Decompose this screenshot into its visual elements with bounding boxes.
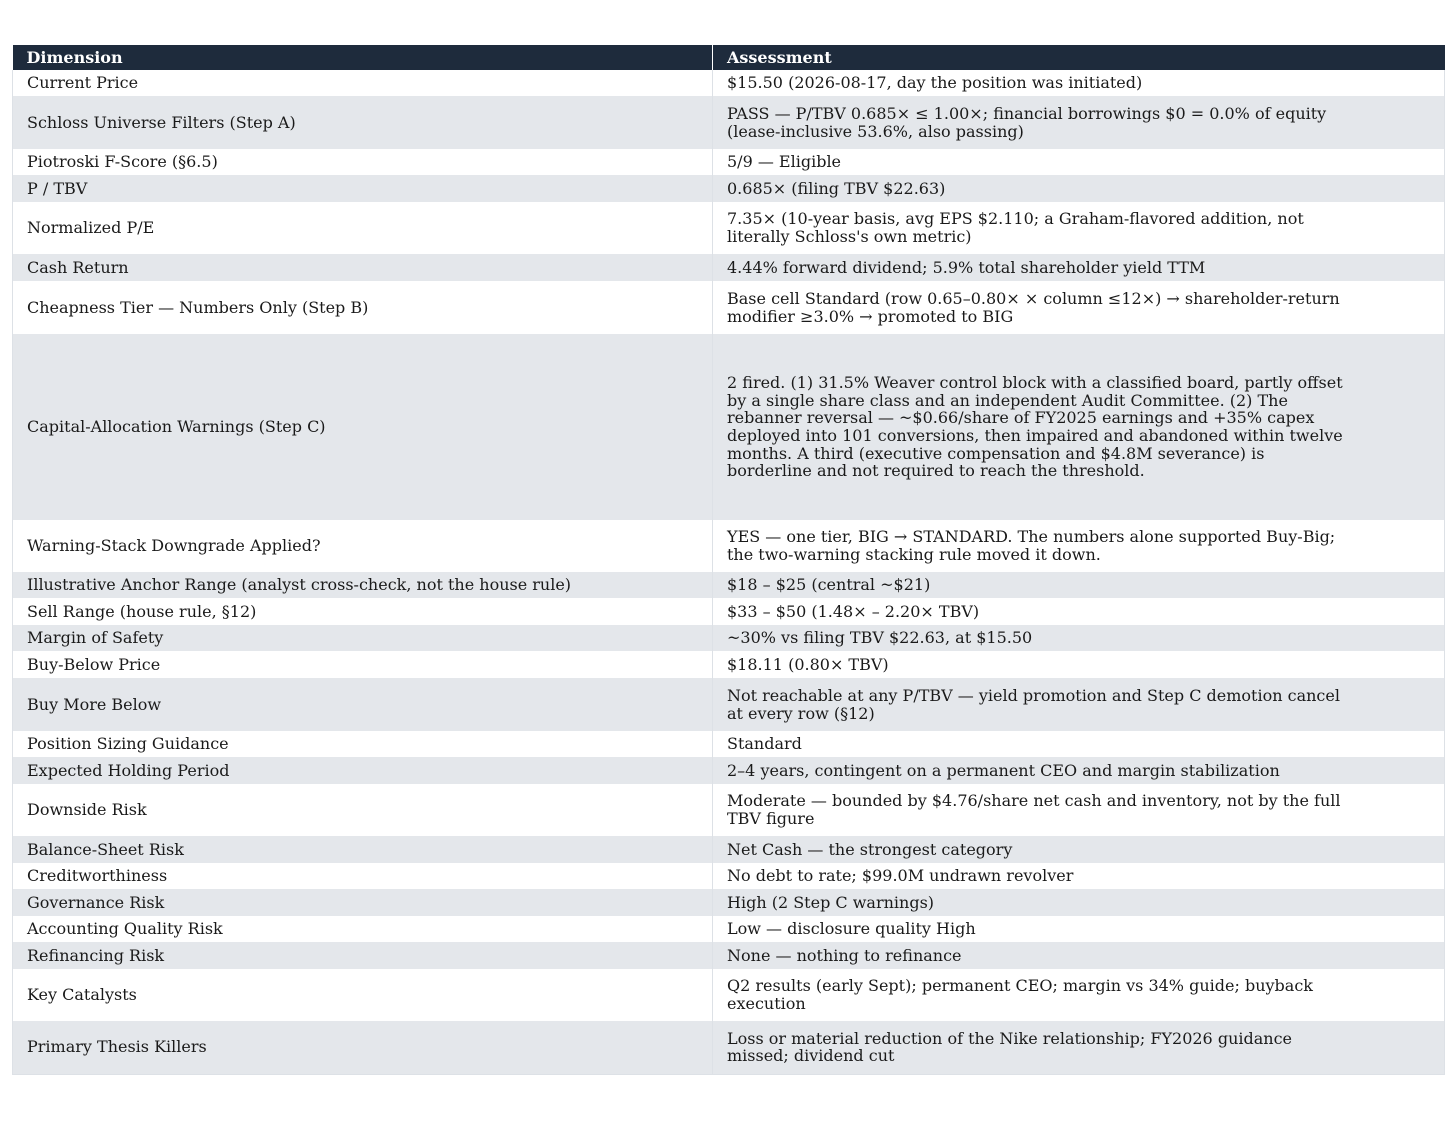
assessment-cell bbox=[713, 254, 1445, 281]
assessment-cell bbox=[713, 572, 1445, 598]
dimension-cell: P / TBV bbox=[13, 175, 713, 202]
table-row bbox=[13, 520, 1445, 572]
table-row bbox=[13, 625, 1445, 651]
assessment-cell bbox=[713, 175, 1445, 202]
table-body bbox=[13, 70, 1445, 1074]
table-row bbox=[13, 969, 1445, 1021]
dimension-cell: Illustrative Anchor Range (analyst cross-check, not the house rule) bbox=[13, 572, 713, 598]
header-assessment: Assessment bbox=[713, 45, 1445, 70]
assessment-cell bbox=[713, 281, 1445, 334]
assessment-cell bbox=[713, 863, 1445, 889]
table-header bbox=[13, 45, 1445, 70]
assessment-text: Moderate — bounded by $4.76/share net cash and inventory, not by the full TBV figure bbox=[727, 791, 1341, 828]
dimension-cell: Cash Return bbox=[13, 254, 713, 281]
assessment-text: Not reachable at any P/TBV — yield promotion and Step C demotion cancel at every row (§12) bbox=[727, 685, 1340, 723]
table-row bbox=[13, 863, 1445, 889]
dimension-cell: Normalized P/E bbox=[13, 202, 713, 254]
assessment-text: Q2 results (early Sept); permanent CEO; margin vs 34% guide; buyback execution bbox=[727, 976, 1313, 1013]
table-row bbox=[13, 572, 1445, 598]
assessment-cell bbox=[713, 202, 1445, 254]
assessment-text: $18.11 (0.80× TBV) bbox=[727, 654, 889, 674]
assessment-text: 2–4 years, contingent on a permanent CEO and margin stabilization bbox=[727, 760, 1280, 780]
dimension-cell: Margin of Safety bbox=[13, 625, 713, 651]
table-row bbox=[13, 175, 1445, 202]
assessment-cell bbox=[713, 520, 1445, 572]
dimension-cell: Capital-Allocation Warnings (Step C) bbox=[13, 334, 713, 520]
dimension-cell: Cheapness Tier — Numbers Only (Step B) bbox=[13, 281, 713, 334]
assessment-text: PASS — P/TBV 0.685× ≤ 1.00×; financial borrowings $0 = 0.0% of equity (lease-inclusive 53.6%, also passing) bbox=[727, 103, 1327, 141]
assessment-text: 2 fired. (1) 31.5% Weaver control block with a classified board, partly offset by a single share class and an independent Audit Committee. (2) The rebanner reversal — ~$0.66/share of FY2025 earnings and +35% capex deployed into 101 conversions, then impaired and abandoned within twelve months. A third (executive compensation and $4.8M severance) is borderline and not required to reach the threshold. bbox=[727, 373, 1343, 481]
assessment-cell bbox=[713, 625, 1445, 651]
table-row bbox=[13, 836, 1445, 863]
dimension-cell: Refinancing Risk bbox=[13, 942, 713, 969]
table-row bbox=[13, 916, 1445, 942]
table-row bbox=[13, 598, 1445, 625]
dimension-cell: Schloss Universe Filters (Step A) bbox=[13, 96, 713, 149]
assessment-cell bbox=[713, 836, 1445, 863]
table-row bbox=[13, 889, 1445, 916]
assessment-cell bbox=[713, 889, 1445, 916]
table-row bbox=[13, 942, 1445, 969]
assessment-cell bbox=[713, 1021, 1445, 1074]
assessment-text: $33 – $50 (1.48× – 2.20× TBV) bbox=[727, 601, 980, 621]
dimension-cell: Piotroski F-Score (§6.5) bbox=[13, 149, 713, 175]
assessment-cell bbox=[713, 942, 1445, 969]
table-row bbox=[13, 784, 1445, 836]
assessment-text: Base cell Standard (row 0.65–0.80× × column ≤12×) → shareholder-return modifier ≥3.0% → promoted to BIG bbox=[727, 288, 1340, 326]
assessment-text: 4.44% forward dividend; 5.9% total shareholder yield TTM bbox=[727, 257, 1206, 277]
dimension-cell: Expected Holding Period bbox=[13, 757, 713, 784]
assessment-text: High (2 Step C warnings) bbox=[727, 892, 935, 912]
assessment-cell bbox=[713, 916, 1445, 942]
assessment-table bbox=[12, 45, 1445, 1075]
assessment-text: 0.685× (filing TBV $22.63) bbox=[727, 178, 946, 198]
table-row bbox=[13, 202, 1445, 254]
assessment-text: ~30% vs filing TBV $22.63, at $15.50 bbox=[727, 628, 1033, 648]
assessment-text: Standard bbox=[727, 734, 802, 754]
dimension-cell: Primary Thesis Killers bbox=[13, 1021, 713, 1074]
table-row bbox=[13, 254, 1445, 281]
assessment-cell bbox=[713, 731, 1445, 757]
table-row bbox=[13, 281, 1445, 334]
dimension-cell: Current Price bbox=[13, 70, 713, 96]
assessment-cell bbox=[713, 784, 1445, 836]
assessment-text: 7.35× (10-year basis, avg EPS $2.110; a Graham-flavored addition, not literally Schloss's own metric) bbox=[727, 209, 1304, 246]
table-row bbox=[13, 96, 1445, 149]
assessment-cell bbox=[713, 70, 1445, 96]
dimension-cell: Governance Risk bbox=[13, 889, 713, 916]
table-row bbox=[13, 678, 1445, 731]
table-row bbox=[13, 70, 1445, 96]
assessment-cell bbox=[713, 96, 1445, 149]
assessment-text: Net Cash — the strongest category bbox=[727, 839, 1013, 859]
assessment-text: $15.50 (2026-08-17, day the position was initiated) bbox=[727, 73, 1143, 93]
assessment-text: No debt to rate; $99.0M undrawn revolver bbox=[727, 866, 1074, 886]
assessment-text: 5/9 — Eligible bbox=[727, 152, 842, 172]
dimension-cell: Creditworthiness bbox=[13, 863, 713, 889]
dimension-cell: Key Catalysts bbox=[13, 969, 713, 1021]
assessment-cell bbox=[713, 757, 1445, 784]
assessment-cell bbox=[713, 149, 1445, 175]
assessment-text: Loss or material reduction of the Nike relationship; FY2026 guidance missed; dividend cut bbox=[727, 1028, 1292, 1066]
dimension-cell: Balance-Sheet Risk bbox=[13, 836, 713, 863]
header-row bbox=[13, 45, 1445, 70]
assessment-table-container bbox=[12, 45, 1444, 1075]
assessment-text: Low — disclosure quality High bbox=[727, 919, 976, 939]
dimension-cell: Downside Risk bbox=[13, 784, 713, 836]
assessment-cell bbox=[713, 598, 1445, 625]
dimension-cell: Warning-Stack Downgrade Applied? bbox=[13, 520, 713, 572]
table-row bbox=[13, 149, 1445, 175]
assessment-text: $18 – $25 (central ~$21) bbox=[727, 575, 931, 595]
dimension-cell: Sell Range (house rule, §12) bbox=[13, 598, 713, 625]
assessment-cell bbox=[713, 334, 1445, 520]
assessment-cell bbox=[713, 969, 1445, 1021]
table-row bbox=[13, 651, 1445, 678]
table-row bbox=[13, 334, 1445, 520]
dimension-cell: Position Sizing Guidance bbox=[13, 731, 713, 757]
assessment-cell bbox=[713, 651, 1445, 678]
assessment-cell bbox=[713, 678, 1445, 731]
dimension-cell: Buy-Below Price bbox=[13, 651, 713, 678]
assessment-text: None — nothing to refinance bbox=[727, 945, 962, 965]
table-row bbox=[13, 757, 1445, 784]
header-dimension: Dimension bbox=[13, 45, 713, 70]
dimension-cell: Buy More Below bbox=[13, 678, 713, 731]
assessment-text: YES — one tier, BIG → STANDARD. The numbers alone supported Buy-Big; the two-warning stacking rule moved it down. bbox=[727, 527, 1336, 564]
dimension-cell: Accounting Quality Risk bbox=[13, 916, 713, 942]
table-row bbox=[13, 1021, 1445, 1074]
table-row bbox=[13, 731, 1445, 757]
